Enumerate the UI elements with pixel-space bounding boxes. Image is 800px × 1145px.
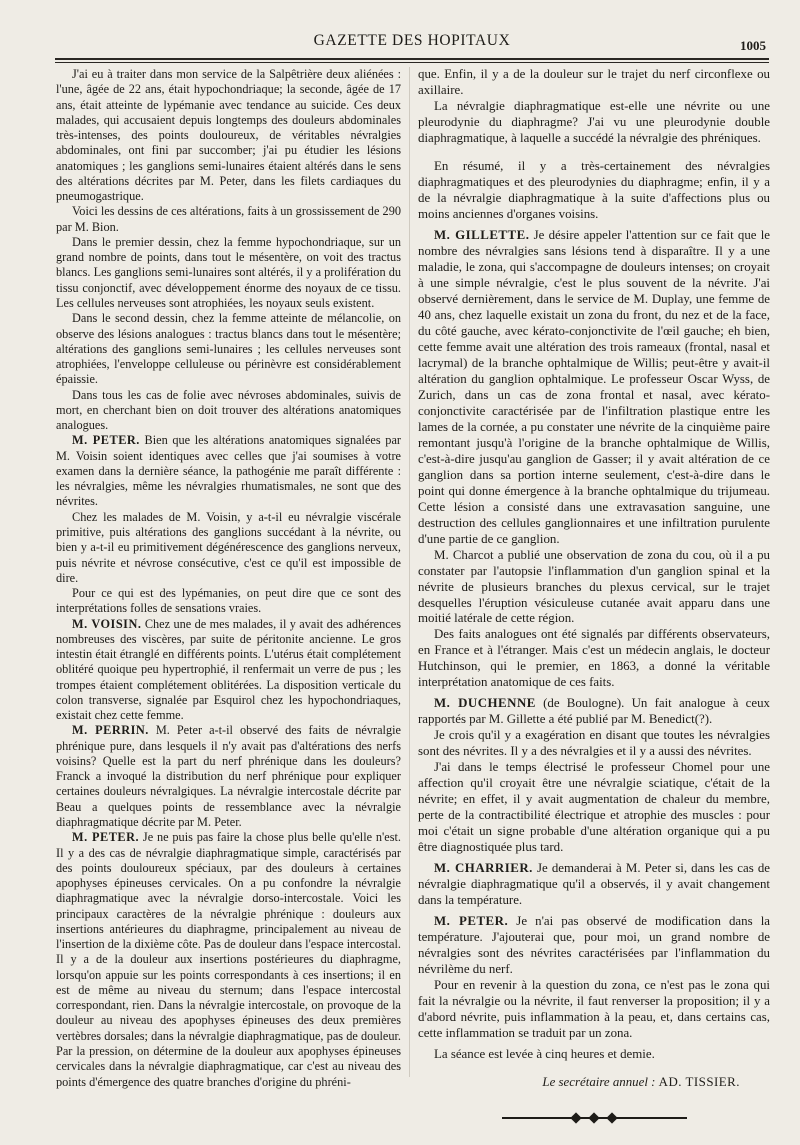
paragraph-text: M. Charcot a publié une observation de zona du cou, où il a pu constater par l'autopsie l'inflammation d'un ganglion spinal et la névrite de plusieurs branches du plexus cervical, sur le trajet desquelles l'éruption vésiculeuse cutanée avait apparu dans une moitié latérale de cette région. <box>418 547 770 626</box>
paragraph <box>56 67 401 204</box>
paragraph-text: La séance est levée à cinq heures et demie. <box>434 1047 655 1062</box>
running-title: GAZETTE DES HOPITAUX <box>313 32 511 49</box>
paragraph-text: Voici les dessins de ces altérations, faits à un grossissement de 290 par M. Bion. <box>56 204 401 234</box>
paragraph-text: Des faits analogues ont été signalés par différents observateurs, en France et à l'étranger. Mais c'est un médecin anglais, le docteur Hutchinson, qui le premier, en 1863, a donné la véritable interprétation anatomique de ces faits. <box>418 627 770 690</box>
paragraph-text: Je n'ai pas observé de modification dans la température. J'ajouterai que, pour moi, un grand nombre de névralgies sont des névrites caractérisées par l'inflammation du névrilème du nerf. <box>418 914 771 977</box>
paragraph-text: Pour ce qui est des lypémanies, on peut dire que ce sont des interprétations folles de sensations vraies. <box>56 586 401 616</box>
paragraph <box>56 617 401 724</box>
paragraph <box>418 627 770 691</box>
signature-name: AD. TISSIER. <box>658 1075 740 1090</box>
speaker-name: M. PERRIN. <box>72 723 149 738</box>
page-number: 1005 <box>740 38 766 53</box>
speaker-name: M. VOISIN. <box>72 616 142 631</box>
ornament-diamond <box>570 1112 581 1123</box>
paragraph-text: La névralgie diaphragmatique est-elle une névrite ou une pleurodynie du diaphragme? J'ai vu une pleurodynie double diaphragmatique, à laquelle a succédé la névralgie des phréniques. <box>418 98 770 145</box>
paragraph <box>418 728 770 760</box>
paragraph <box>418 548 770 628</box>
header-rule-top <box>55 58 769 60</box>
paragraph-text: (de Boulogne). Un fait analogue à ceux rapportés par M. Gillette a été publié par M. Benedict(?). <box>418 696 770 727</box>
paragraph <box>56 235 401 311</box>
paragraph-text: Chez les malades de M. Voisin, y a-t-il eu névralgie viscérale primitive, puis altérations des ganglions succédant à la névrite, ou bien y a-t-il eu primitivement dégénérescence des ganglions nerveux, puis névrite et névrose consécutive, c'est ce qu'il est impossible de dire. <box>56 509 401 585</box>
paragraph-text: Je ne puis pas faire la chose plus belle qu'elle n'est. Il y a des cas de névralgie diaphragmatique simple, caractérisés par des points douloureux spéciaux, par des douleurs à certaines apophyses épineuses cervicales. On a pu confondre la névralgie diaphragmatique avec la névralgie dorso-intercostale. Voici les principaux caractères de la névralgie phrénique : douleurs aux insertions antérieures du diaphragme, principalement au niveau de l'insertion de la dixième côte. Pas de douleur dans l'espace intercostal. Il y a de la douleur aux insertions postérieures du diaphragme, lorsqu'on appuie sur les points correspondants à ces insertions; il en est de même au niveau du sternum; dans l'espace intercostal correspondant, rien. Dans la névralgie intercostale, on provoque de la douleur au niveau des apophyses épineuses des deux premières vertèbres dorsales; dans la névralgie diaphragmatique, pas de douleur. Par la pression, on détermine de la douleur aux apophyses épineuses cervicales dans la névralgie diaphragmatique, car c'est au niveau des points d'émergence des quatre branches d'origine du phréni- <box>56 830 402 1089</box>
page-header <box>55 30 769 56</box>
ornament-diamond <box>588 1112 599 1123</box>
paragraph <box>418 978 770 1042</box>
paragraph <box>56 204 401 235</box>
speaker-name: M. DUCHENNE <box>434 696 536 711</box>
speaker-name: M. GILLETTE. <box>434 227 530 242</box>
paragraph-text: Pour en revenir à la question du zona, ce n'est pas le zona qui fait la névralgie ou la névrite, il faut renverser la proposition; il y a d'abord névrite, puis inflammation à la peau, et, dans certains cas, cette inflammation se traduit par un zona. <box>418 978 770 1041</box>
paragraph-text: Je désire appeler l'attention sur ce fait que le nombre des névralgies sans lésions tend à disparaître. Il y a une maladie, le zona, qui s'accompagne de douleurs intenses; on croyait à une simple névralgie, c'est le plus souvent de la névrite. J'ai observé dernièrement, dans le service de M. Duplay, une femme de 40 ans, chez laquelle existait un zona du front, du nez et de la face, du côté gauche, avec kérato-conjonctivite de l'œil gauche; eh bien, cette femme avait une altération des trois rameaux (frontal, nasal et lacrymal) de la branche ophtalmique de Willis; peut-être y avait-il altération du ganglion ophtalmique. Le professeur Oscar Wyss, de Zurich, dans un cas de zona frontal et nasal, avec kérato-conjonctivite caractérisée par de l'infiltration plastique entre les lames de la cornée, a pu constater une névrite de la cinquième paire remontant jusqu'à l'origine de la branche ophtalmique de Willis, c'est-à-dire jusqu'au ganglion de Gasser; il y avait altération de ce ganglion dans sa portion interne seulement, c'est-à-dire dans le point qui donne émergence à la branche ophtalmique du trijumeau. Cette lésion a consisté dans une extravasation sanguine, une destruction des cellules ganglionnaires et une infiltration purulente d'une partie de ce ganglion. <box>418 227 770 546</box>
paragraph <box>418 228 770 548</box>
paragraph <box>418 159 770 223</box>
paragraph-text: Je crois qu'il y a exagération en disant que toutes les névralgies sont des névrites. Il y a des névralgies et il y a aussi des névrites. <box>418 728 770 759</box>
section-end-ornament <box>502 1113 687 1123</box>
speaker-name: M. PETER. <box>72 433 140 448</box>
paragraph <box>56 830 401 1090</box>
signature <box>418 1075 770 1091</box>
speaker-name: M. CHARRIER. <box>434 861 533 876</box>
paragraph-text: Je demanderai à M. Peter si, dans les cas de névralgie diaphragmatique qu'il a observés, il y avait changement dans la température. <box>418 861 770 908</box>
signature-label: Le secrétaire annuel : <box>542 1075 656 1090</box>
paragraph <box>56 723 401 830</box>
paragraph-text: Dans tous les cas de folie avec névroses abdominales, suivis de mort, en cherchant bien on doit trouver des altérations anatomiques analogues. <box>56 387 401 433</box>
paragraph <box>418 914 770 978</box>
paragraph <box>418 99 770 147</box>
paragraph-text: J'ai eu à traiter dans mon service de la Salpêtrière deux aliénées : l'une, âgée de 22 ans, était hypochondriaque; la seconde, âgée de 17 ans, était atteinte de lypémanie avec tendance au suicide. Ces deux malades, qui accusaient depuis longtemps des douleurs abdominales très-intenses, des points douloureux, de véritables névralgies abdominales, ont fini par succomber; j'ai pu étudier les lésions anatomiques ; les ganglions semi-lunaires étaient altérés dans le sens des altérations décrites par M. Peter, dans les filets cardiaques du pneumogastrique. <box>56 67 401 204</box>
speaker-name: M. PETER. <box>434 914 509 929</box>
column-gutter <box>409 67 410 1077</box>
header-rule-bottom <box>55 62 769 63</box>
right-column <box>418 67 770 1123</box>
speaker-name: M. PETER. <box>72 830 140 845</box>
paragraph <box>418 696 770 728</box>
paragraph <box>56 586 401 617</box>
paragraph-text: que. Enfin, il y a de la douleur sur le trajet du nerf circonflexe ou axillaire. <box>418 67 770 97</box>
paragraph-text: J'ai dans le temps électrisé le professeur Chomel pour une affection qu'il croyait être une névralgie sciatique, c'était de la névrite; en effet, il y avait augmentation de chaleur du membre, perte de la contractibilité électrique et atrophie des muscles : pour moi c'était un signe probable d'une altération organique qui a pu être diagnostiquée plus tard. <box>418 760 770 855</box>
paragraph <box>56 433 401 509</box>
ornament-diamond <box>606 1112 617 1123</box>
paragraph-text: M. Peter a-t-il observé des faits de névralgie phrénique pure, dans lesquels il n'y avait pas d'altérations des nerfs voisins? Quelle est la part du nerf phrénique dans les douleurs? Franck a invoqué la distribution du nerf phrénique pour expliquer certaines douleurs névralgiques. La névralgie intercostale décrite par Beau a quelques points de ressemblance avec la névralgie diaphragmatique décrite par M. Peter. <box>56 723 401 830</box>
paragraph <box>56 388 401 434</box>
paragraph-text: Chez une de mes malades, il y avait des adhérences nombreuses des viscères, par suite de péritonite ancienne. Le gros intestin était étranglé en différents points. L'utérus était complétement oblitéré quoique peu hypertrophié, il renfermait un verre de pus ; les trompes étaient complétement oblitérées. La disposition verticale du colon transverse, signalée par Esquirol chez les hypochondriaques, existait chez cette femme. <box>56 616 401 723</box>
paragraph <box>418 861 770 909</box>
paragraph-text: En résumé, il y a très-certainement des névralgies diaphragmatiques et des pleurodynies du diaphragme; enfin, il y a de la névralgie diaphragmatique à la suite d'affections plus ou moins anciennes d'organes voisins. <box>418 158 770 221</box>
paragraph <box>418 1047 770 1063</box>
paragraph <box>56 311 401 387</box>
paragraph-text: Dans le second dessin, chez la femme atteinte de mélancolie, on observe des lésions analogues : tractus blancs dans tout le mésentère; altérations des ganglions semi-lunaires ; les cellules nerveuses sont atrophiées, l'enveloppe celluleuse ou périnèvre est considérablement épaissie. <box>56 311 401 387</box>
paragraph <box>418 67 770 99</box>
paragraph <box>56 510 401 586</box>
paragraph-text: Dans le premier dessin, chez la femme hypochondriaque, sur un grand nombre de points, dans tout le mésentère, on voit des tractus blancs. Les ganglions semi-lunaires sont altérés, il y a prolifération du tissu conjonctif, avec développement énorme des noyaux de ce tissu. Les cellules nerveuses sont atrophiées, les noyaux seuls existent. <box>56 234 401 310</box>
paragraph <box>418 760 770 856</box>
paragraph-text: Bien que les altérations anatomiques signalées par M. Voisin soient identiques avec celles que j'ai soumises à votre examen dans la dernière séance, la pathogénie me paraît différente : les névralgies, même les névralgies rhumatismales, ne sont que des névrites. <box>56 433 401 509</box>
left-column <box>56 67 401 1090</box>
